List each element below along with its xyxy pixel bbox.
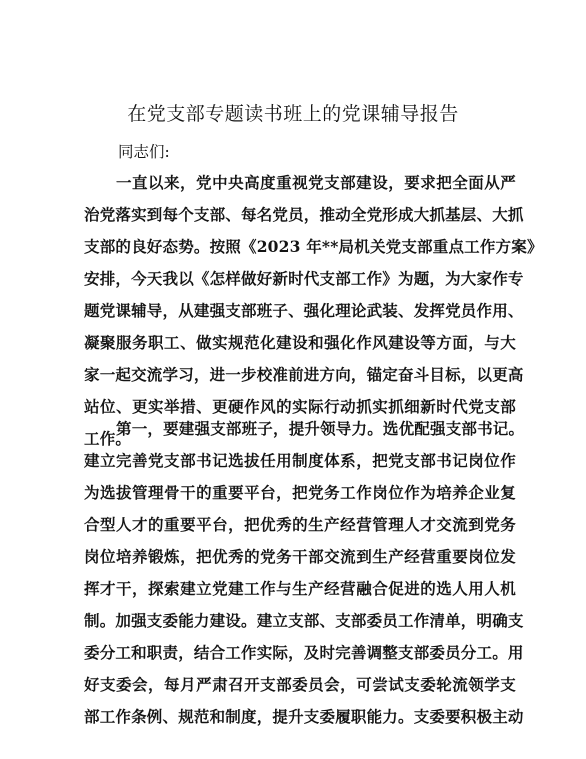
paragraph-line: 部工作条例、规范和制度，提升支委履职能力。支委要积极主动: [84, 707, 524, 726]
paragraph-line: 合型人才的重要平台，把优秀的生产经营管理人才交流到党务: [84, 515, 516, 534]
paragraph-line: 建立完善党支部书记选拔任用制度体系，把党支部书记岗位作: [84, 451, 516, 470]
paragraph-line: 安排，今天我以《怎样做好新时代支部工作》为题，为大家作专: [84, 269, 524, 288]
paragraph-line: 委分工和职责，结合工作实际，及时完善调整支部委员分工。用: [84, 643, 524, 662]
paragraph-line: 挥才干，探索建立党建工作与生产经营融合促进的选人用人机: [84, 579, 516, 598]
paragraph-line: 题党课辅导，从建强支部班子、强化理论武装、发挥党员作用、: [84, 301, 524, 320]
paragraph-line: 一直以来，党中央高度重视党支部建设，要求把全面从严: [116, 173, 516, 192]
paragraph-line: 工作。: [84, 429, 132, 448]
document-title: 在党支部专题读书班上的党课辅导报告: [127, 103, 459, 125]
paragraph-line: 家一起交流学习，进一步校准前进方向，锚定奋斗目标，以更高: [84, 365, 524, 384]
paragraph-line: 凝聚服务职工、做实规范化建设和强化作风建设等方面，与大: [84, 333, 516, 352]
paragraph-2: [84, 413, 525, 733]
paragraph-line: 为选拔管理骨干的重要平台，把党务工作岗位作为培养企业复: [84, 483, 516, 502]
paragraph-line: 第一，要建强支部班子，提升领导力。选优配强支部书记。: [116, 419, 525, 438]
paragraph-line: 支部的良好态势。按照《2023 年**局机关党支部重点工作方案》: [84, 237, 543, 256]
paragraph-line: 治党落实到每个支部、每名党员，推动全党形成大抓基层、大抓: [84, 205, 524, 224]
greeting: 同志们:: [118, 143, 170, 161]
paragraph-line: 制。加强支委能力建设。建立支部、支部委员工作清单，明确支: [84, 611, 524, 630]
paragraph-line: 站位、更实举措、更硬作风的实际行动抓实抓细新时代党支部: [84, 397, 516, 416]
paragraph-1: [84, 167, 543, 455]
paragraph-line: 岗位培养锻炼，把优秀的党务干部交流到生产经营重要岗位发: [84, 547, 516, 566]
paragraph-line: 好支委会，每月严肃召开支部委员会，可尝试支委轮流领学支: [84, 675, 516, 694]
